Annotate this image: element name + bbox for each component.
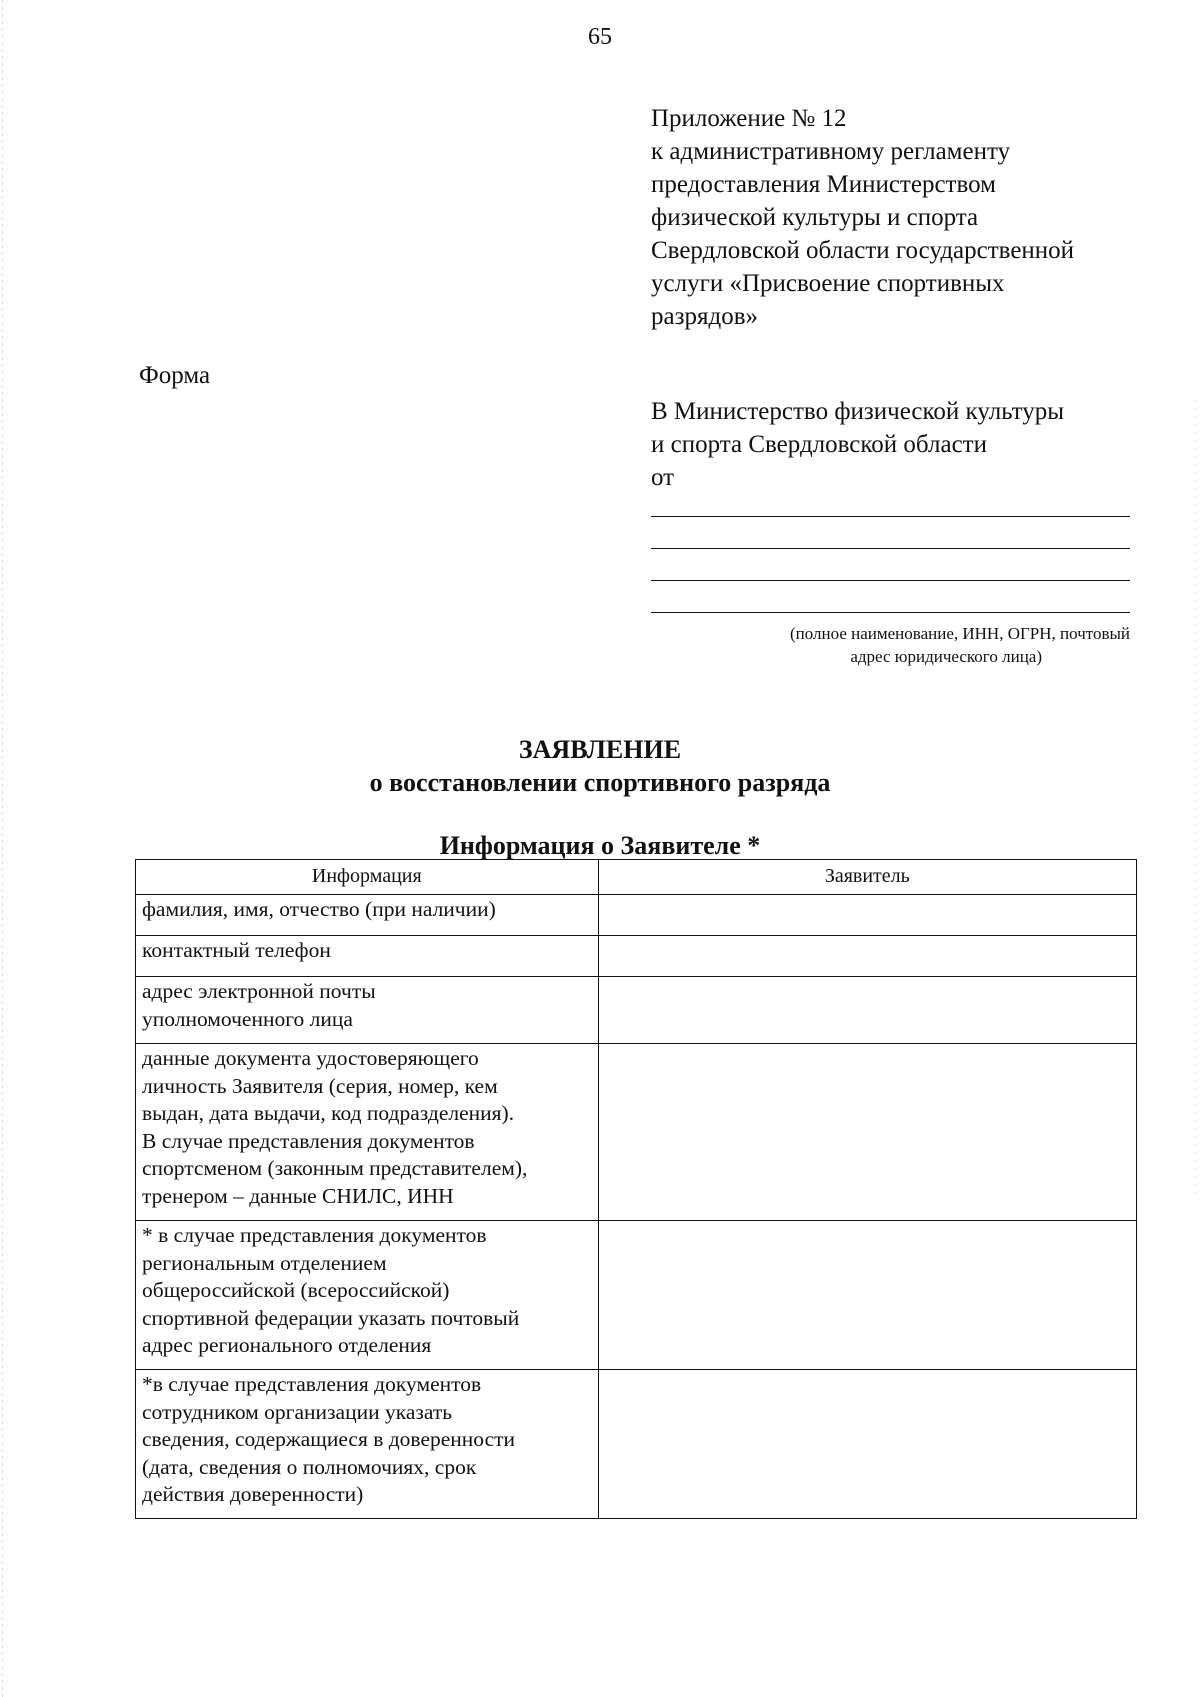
table-row (136, 977, 1137, 1044)
blank-fill-line[interactable] (651, 517, 1130, 549)
info-line: личность Заявителя (серия, номер, кем (142, 1073, 498, 1098)
info-line: тренером – данные СНИЛС, ИНН (142, 1183, 454, 1208)
info-cell (136, 977, 599, 1044)
info-cell (136, 1044, 599, 1221)
info-line: действия доверенности) (142, 1482, 364, 1506)
appendix-block (651, 102, 1171, 333)
table-row (136, 1221, 1137, 1370)
page-number: 65 (588, 24, 612, 50)
applicant-cell[interactable] (598, 1221, 1136, 1370)
caption-line: адрес юридического лица) (850, 647, 1042, 666)
header-info: Информация (136, 860, 599, 895)
addressee-line: от (651, 464, 675, 491)
table-title: Информация о Заявителе * (439, 831, 761, 860)
info-line: адрес электронной почты (142, 979, 376, 1003)
info-line: сведения, содержащиеся в доверенности (142, 1427, 516, 1451)
addressee-line: и спорта Свердловской области (651, 431, 987, 458)
form-label: Форма (139, 362, 211, 389)
table-row (136, 1044, 1137, 1221)
info-line: адрес регионального отделения (142, 1333, 432, 1357)
table-row (136, 936, 1137, 977)
applicant-cell[interactable] (598, 1044, 1136, 1221)
info-cell (136, 1221, 599, 1370)
info-line: фамилия, имя, отчество (при наличии) (142, 897, 496, 921)
appendix-line: предоставления Министерством (651, 171, 996, 198)
info-line: контактный телефон (142, 938, 331, 962)
header-applicant: Заявитель (598, 860, 1136, 895)
appendix-line: к административному регламенту (651, 138, 1011, 165)
table-row (136, 1370, 1137, 1519)
addressee-block (651, 395, 1171, 494)
info-line: В случае представления документов (142, 1128, 475, 1153)
blank-fill-line[interactable] (651, 581, 1130, 613)
applicant-blank-lines (651, 488, 1130, 613)
info-line: уполномоченного лица (142, 1006, 353, 1031)
appendix-line: Свердловской области государственной (651, 237, 1075, 264)
table-row (136, 895, 1137, 936)
info-line: данные документа удостоверяющего (142, 1046, 479, 1070)
table-header-row (136, 860, 1137, 895)
blank-fill-line[interactable] (651, 549, 1130, 581)
blank-lines-caption (651, 622, 1130, 668)
info-cell (136, 895, 599, 936)
info-line: (дата, сведения о полномочиях, срок (142, 1454, 477, 1479)
document-subtitle: о восстановлении спортивного разряда (369, 768, 831, 797)
appendix-line: физической культуры и спорта (651, 204, 979, 231)
info-cell (136, 936, 599, 977)
applicant-cell[interactable] (598, 895, 1136, 936)
appendix-line: услуги «Присвоение спортивных (651, 270, 1005, 297)
applicant-cell[interactable] (598, 1370, 1136, 1519)
info-cell (136, 1370, 599, 1519)
scan-edge-right (1195, 400, 1196, 1200)
caption-line: (полное наименование, ИНН, ОГРН, почтовый (790, 624, 1130, 643)
addressee-line: В Министерство физической культуры (651, 398, 1065, 425)
document-title: ЗАЯВЛЕНИЕ (518, 735, 682, 764)
info-line: сотрудником организации указать (142, 1399, 453, 1424)
blank-fill-line[interactable] (651, 488, 1130, 517)
info-line: общероссийской (всероссийской) (142, 1278, 450, 1302)
info-line: спортивной федерации указать почтовый (142, 1305, 520, 1330)
info-line: выдан, дата выдачи, код подразделения). (142, 1101, 515, 1125)
info-line: спортсменом (законным представителем), (142, 1156, 528, 1180)
applicant-info-table (135, 859, 1137, 1519)
applicant-cell[interactable] (598, 977, 1136, 1044)
appendix-line: Приложение № 12 (651, 105, 847, 132)
info-line: региональным отделением (142, 1250, 387, 1275)
applicant-cell[interactable] (598, 936, 1136, 977)
info-line: *в случае представления документов (142, 1372, 482, 1396)
appendix-line: разрядов» (651, 303, 758, 330)
info-line: * в случае представления документов (142, 1223, 487, 1247)
